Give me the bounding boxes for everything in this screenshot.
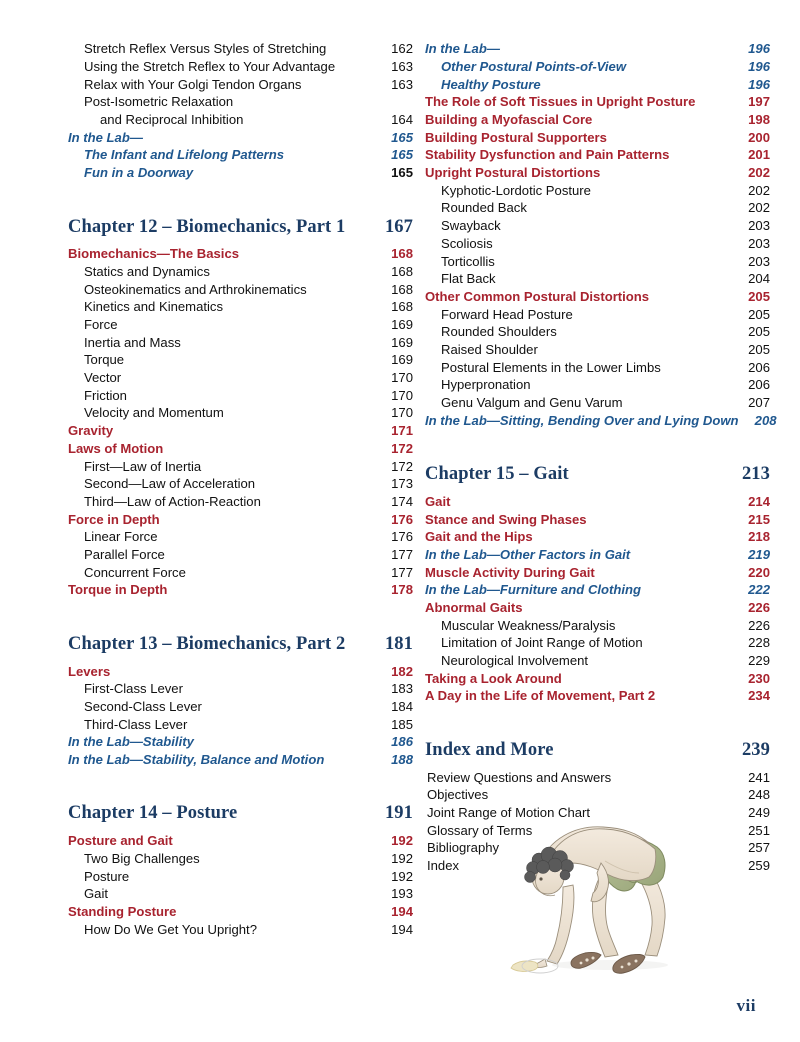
toc-in-the-lab-page: 219 [748,546,770,562]
person-bending-over-illustration [505,805,720,980]
toc-section-title: Torque in Depth [68,582,168,598]
toc-backmatter-title: Index [427,858,460,874]
toc-section-title: A Day in the Life of Movement, Part 2 [425,688,656,704]
toc-chapter-heading[interactable] [68,804,413,823]
toc-section-page: 178 [391,582,413,598]
toc-subsection-row[interactable] [425,252,770,270]
toc-subsection-page: 162 [391,41,413,57]
toc-subsection-row[interactable] [68,698,413,716]
toc-in-the-lab-row[interactable] [425,546,770,564]
toc-subsection-title: Torque [84,352,125,368]
toc-subsection-title: Linear Force [84,529,158,545]
toc-subsection-page: 228 [748,635,770,651]
toc-backmatter-title: Bibliography [427,840,500,856]
toc-subsection-title: Second-Class Lever [84,698,202,714]
toc-backmatter-page: 248 [748,787,770,803]
toc-subsection-row[interactable] [68,369,413,387]
toc-chapter-heading[interactable] [68,218,413,237]
toc-subsection-title: Torticollis [441,253,495,269]
toc-in-the-lab-title: In the Lab—Other Factors in Gait [425,546,631,562]
toc-subsection-title: Hyperpronation [441,377,531,393]
toc-section-page: 215 [748,511,770,527]
toc-section-title: Biomechanics—The Basics [68,246,240,262]
toc-section-title: Building a Myofascial Core [425,112,593,128]
toc-subsection-page: 163 [391,58,413,74]
toc-backmatter-title: Objectives [427,787,489,803]
toc-subsection-title: Scoliosis [441,235,493,251]
toc-subsection-page: 170 [391,405,413,421]
toc-in-the-lab-page: 186 [391,734,413,750]
toc-in-the-lab-subrow[interactable] [425,75,770,93]
toc-section-page: 168 [391,246,413,262]
toc-section-row[interactable] [425,670,770,688]
toc-subsection-row[interactable] [68,493,413,511]
toc-subsection-page: 229 [748,653,770,669]
toc-subsection-row[interactable] [68,546,413,564]
toc-subsection-title: Concurrent Force [84,564,186,580]
toc-section-row[interactable] [68,440,413,458]
toc-in-the-lab-subrow[interactable] [68,164,413,182]
toc-subsection-row[interactable] [425,270,770,288]
toc-in-the-lab-row[interactable] [68,751,413,769]
toc-in-the-lab-row[interactable] [425,411,777,429]
toc-subsection-row[interactable] [68,885,413,903]
toc-subsection-page: 169 [391,317,413,333]
toc-subsection-title: Osteokinematics and Arthrokinematics [84,281,307,297]
toc-subsection-row[interactable] [68,58,413,76]
toc-chapter-title: Chapter 12 – Biomechanics, Part 1 [68,216,346,237]
toc-subsection-title: Postural Elements in the Lower Limbs [441,359,661,375]
toc-subsection-title: and Reciprocal Inhibition [100,112,244,128]
toc-subsection-row[interactable] [68,920,413,938]
toc-subsection-page: 176 [391,529,413,545]
toc-section-page: 194 [391,903,413,919]
toc-section-title: Other Common Postural Distortions [425,288,650,304]
toc-section-page: 205 [748,288,770,304]
toc-section-page: 220 [748,564,770,580]
toc-in-the-lab-row[interactable] [425,40,770,58]
toc-subsection-row[interactable] [68,715,413,733]
toc-subsection-row[interactable] [68,298,413,316]
toc-subsection-title: Velocity and Momentum [84,405,224,421]
toc-in-the-lab-page: 196 [748,58,770,74]
toc-subsection-title: Force [84,317,118,333]
toc-subsection-page: 170 [391,370,413,386]
toc-subsection-row[interactable] [425,358,770,376]
toc-subsection-row[interactable] [68,850,413,868]
toc-subsection-row[interactable] [68,333,413,351]
toc-section-row[interactable] [425,93,770,111]
toc-subsection-title: Inertia and Mass [84,334,181,350]
toc-in-the-lab-title: In the Lab—Furniture and Clothing [425,582,642,598]
toc-subsection-row[interactable] [425,394,770,412]
toc-subsection-page: 202 [748,182,770,198]
toc-subsection-row[interactable] [68,457,413,475]
toc-section-row[interactable] [425,493,770,511]
toc-subsection-row[interactable] [425,652,770,670]
toc-section-title: Gait [425,493,451,509]
toc-subsection-row[interactable] [68,680,413,698]
toc-subsection-title: Two Big Challenges [84,850,200,866]
toc-in-the-lab-row[interactable] [68,733,413,751]
toc-subsection-row[interactable] [425,182,770,200]
toc-section-row[interactable] [425,563,770,581]
toc-subsection-page: 203 [748,253,770,269]
toc-backmatter-title: Joint Range of Motion Chart [427,805,591,821]
toc-subsection-page: 185 [391,716,413,732]
toc-section-row[interactable] [68,422,413,440]
toc-subsection-page: 170 [391,387,413,403]
toc-right-column [425,40,777,938]
toc-subsection-row[interactable] [425,305,770,323]
toc-section-title: Posture and Gait [68,833,173,849]
toc-section-page: 171 [391,423,413,439]
toc-in-the-lab-title: Other Postural Points-of-View [441,58,627,74]
toc-subsection-title: Stretch Reflex Versus Styles of Stretching [84,41,327,57]
toc-section-title: Building Postural Supporters [425,129,607,145]
toc-section-row[interactable] [425,288,770,306]
toc-section-row[interactable] [425,164,770,182]
toc-backmatter-page: 241 [748,769,770,785]
toc-section-page: 182 [391,663,413,679]
toc-subsection-page: 169 [391,352,413,368]
toc-subsection-row[interactable] [425,235,770,253]
toc-in-the-lab-page: 188 [391,751,413,767]
toc-subsection-title: Parallel Force [84,546,165,562]
toc-chapter-page: 167 [384,216,413,237]
toc-backmatter-title: Glossary of Terms [427,822,533,838]
toc-subsection-row[interactable] [425,376,770,394]
toc-section-row[interactable] [68,832,413,850]
toc-subsection-row[interactable] [68,404,413,422]
toc-section-title: Laws of Motion [68,440,164,456]
toc-in-the-lab-row[interactable] [68,128,413,146]
toc-subsection-row[interactable] [68,280,413,298]
toc-subsection-title: Muscular Weakness/Paralysis [441,617,616,633]
toc-section-row[interactable] [68,581,413,599]
toc-in-the-lab-page: 196 [748,76,770,92]
toc-subsection-page: 168 [391,281,413,297]
toc-chapter-heading[interactable] [68,635,413,654]
toc-in-the-lab-title: In the Lab—Stability [68,734,194,750]
toc-subsection-title: Limitation of Joint Range of Motion [441,635,643,651]
toc-subsection-title: Statics and Dynamics [84,263,210,279]
toc-subsection-page: 207 [748,395,770,411]
toc-subsection-title: Gait [84,886,109,902]
toc-in-the-lab-title: The Infant and Lifelong Patterns [84,147,285,163]
toc-subsection-row[interactable] [425,199,770,217]
toc-subsection-title: First-Class Lever [84,681,183,697]
toc-subsection-page: 183 [391,681,413,697]
toc-backmatter-page: 249 [748,805,770,821]
toc-subsection-row[interactable] [68,387,413,405]
toc-chapter-page: 191 [384,803,413,824]
toc-section-row[interactable] [68,662,413,680]
toc-section-row[interactable] [68,903,413,921]
toc-subsection-title: Posture [84,868,130,884]
toc-subsection-title: Kyphotic-Lordotic Posture [441,182,591,198]
toc-subsection-title: Neurological Involvement [441,653,589,669]
toc-subsection-row[interactable] [425,341,770,359]
toc-section-row[interactable] [68,245,413,263]
toc-backmatter-row[interactable] [425,786,770,804]
toc-subsection-row[interactable] [68,475,413,493]
toc-section-row[interactable] [68,510,413,528]
toc-subsection-page: 163 [391,76,413,92]
toc-section-page: 201 [748,147,770,163]
toc-subsection-row[interactable] [68,263,413,281]
toc-subsection-page: 173 [391,476,413,492]
toc-section-title: Standing Posture [68,903,177,919]
toc-subsection-page: 203 [748,235,770,251]
toc-section-page: 197 [748,94,770,110]
toc-subsection-page: 204 [748,271,770,287]
toc-section-title: Stability Dysfunction and Pain Patterns [425,147,670,163]
toc-section-title: Taking a Look Around [425,670,562,686]
toc-in-the-lab-title: In the Lab— [68,129,143,145]
toc-subsection-page: 174 [391,493,413,509]
toc-chapter-title: Chapter 14 – Posture [68,803,238,824]
toc-section-row[interactable] [425,528,770,546]
toc-section-title: Gait and the Hips [425,529,533,545]
toc-section-title: Force in Depth [68,511,160,527]
toc-chapter-title: Index and More [425,739,554,760]
toc-section-title: Stance and Swing Phases [425,511,587,527]
toc-section-row[interactable] [425,111,770,129]
toc-subsection-row[interactable] [68,528,413,546]
toc-subsection-title: Third-Class Lever [84,716,188,732]
toc-subsection-page: 194 [391,921,413,937]
toc-section-title: Gravity [68,423,114,439]
toc-in-the-lab-row[interactable] [425,581,770,599]
toc-section-title: Upright Postural Distortions [425,165,601,181]
toc-in-the-lab-page: 165 [391,147,413,163]
toc-subsection-title: How Do We Get You Upright? [84,921,257,937]
toc-subsection-page: 164 [391,112,413,128]
toc-subsection-row[interactable] [68,351,413,369]
toc-subsection-title: Raised Shoulder [441,341,538,357]
toc-subsection-title: Flat Back [441,271,496,287]
toc-in-the-lab-title: In the Lab— [425,41,500,57]
toc-subsection-row[interactable] [425,634,770,652]
toc-subsection-title: Post-Isometric Relaxation [84,94,234,110]
toc-backmatter-title: Review Questions and Answers [427,769,612,785]
toc-in-the-lab-subrow[interactable] [68,146,413,164]
toc-left-column [68,40,413,938]
toc-subsection-page: 177 [391,564,413,580]
toc-in-the-lab-title: Fun in a Doorway [84,165,194,181]
toc-section-row[interactable] [425,146,770,164]
toc-section-page: 230 [748,670,770,686]
toc-in-the-lab-page: 196 [748,41,770,57]
toc-chapter-title: Chapter 15 – Gait [425,464,569,485]
toc-section-page: 214 [748,493,770,509]
toc-subsection-row[interactable] [68,867,413,885]
toc-subsection-row[interactable] [425,616,770,634]
toc-subsection-title: Vector [84,370,122,386]
toc-section-title: Abnormal Gaits [425,600,523,616]
toc-subsection-title: Relax with Your Golgi Tendon Organs [84,76,302,92]
toc-subsection-page: 192 [391,850,413,866]
toc-subsection-title: Forward Head Posture [441,306,573,322]
toc-subsection-page: 206 [748,359,770,375]
toc-subsection-page: 203 [748,218,770,234]
toc-in-the-lab-title: In the Lab—Sitting, Bending Over and Lying Down [425,412,739,428]
toc-section-row[interactable] [425,510,770,528]
toc-subsection-title: First—Law of Inertia [84,458,202,474]
toc-in-the-lab-page: 222 [748,582,770,598]
toc-chapter-heading[interactable] [425,741,770,760]
toc-subsection-row[interactable] [425,323,770,341]
toc-subsection-row[interactable] [68,93,413,111]
toc-columns [0,40,800,938]
toc-subsection-title: Kinetics and Kinematics [84,299,224,315]
toc-subsection-title: Third—Law of Action-Reaction [84,493,261,509]
toc-in-the-lab-title: Healthy Posture [441,76,541,92]
toc-section-page: 198 [748,112,770,128]
toc-subsection-row[interactable] [68,75,413,93]
toc-section-page: 200 [748,129,770,145]
toc-section-row[interactable] [425,128,770,146]
toc-section-row[interactable] [425,687,770,705]
toc-section-page: 218 [748,529,770,545]
toc-chapter-heading[interactable] [425,465,770,484]
toc-subsection-page: 205 [748,341,770,357]
toc-subsection-page: 205 [748,324,770,340]
toc-chapter-title: Chapter 13 – Biomechanics, Part 2 [68,633,346,654]
toc-backmatter-page: 259 [748,858,770,874]
toc-subsection-row[interactable] [425,217,770,235]
toc-subsection-page: 226 [748,617,770,633]
toc-section-title: Muscle Activity During Gait [425,564,595,580]
toc-subsection-page: 172 [391,458,413,474]
toc-in-the-lab-page: 165 [391,165,413,181]
toc-backmatter-row[interactable] [425,768,770,786]
toc-subsection-title: Rounded Back [441,200,527,216]
toc-section-title: The Role of Soft Tissues in Upright Posture [425,94,696,110]
toc-section-page: 192 [391,833,413,849]
toc-subsection-title: Swayback [441,218,501,234]
toc-chapter-page: 181 [384,633,413,654]
toc-subsection-row[interactable] [68,316,413,334]
toc-section-page: 176 [391,511,413,527]
toc-subsection-page: 193 [391,886,413,902]
toc-section-row[interactable] [425,599,770,617]
toc-chapter-page: 239 [741,739,770,760]
toc-subsection-page: 206 [748,377,770,393]
toc-section-page: 234 [748,688,770,704]
toc-subsection-title: Friction [84,387,127,403]
toc-subsection-page: 202 [748,200,770,216]
toc-section-page: 172 [391,440,413,456]
toc-in-the-lab-page: 208 [754,412,777,428]
toc-in-the-lab-title: In the Lab—Stability, Balance and Motion [68,751,325,767]
toc-section-page: 202 [748,165,770,181]
toc-subsection-title: Using the Stretch Reflex to Your Advantage [84,58,336,74]
toc-subsection-page: 177 [391,546,413,562]
toc-subsection-continuation-row[interactable] [68,111,413,129]
toc-subsection-page: 184 [391,698,413,714]
toc-subsection-page: 168 [391,299,413,315]
toc-subsection-page: 168 [391,263,413,279]
toc-backmatter-page: 257 [748,840,770,856]
toc-subsection-title: Rounded Shoulders [441,324,557,340]
toc-section-title: Levers [68,663,111,679]
toc-subsection-row[interactable] [68,40,413,58]
toc-in-the-lab-subrow[interactable] [425,58,770,76]
toc-subsection-page: 169 [391,334,413,350]
toc-subsection-title: Second—Law of Acceleration [84,476,256,492]
toc-backmatter-page: 251 [748,822,770,838]
toc-in-the-lab-page: 165 [391,129,413,145]
toc-subsection-row[interactable] [68,563,413,581]
page-number: vii [736,996,756,1015]
toc-subsection-title: Genu Valgum and Genu Varum [441,395,623,411]
toc-section-page: 226 [748,600,770,616]
toc-subsection-page: 205 [748,306,770,322]
toc-subsection-page: 192 [391,868,413,884]
toc-chapter-page: 213 [741,464,770,485]
